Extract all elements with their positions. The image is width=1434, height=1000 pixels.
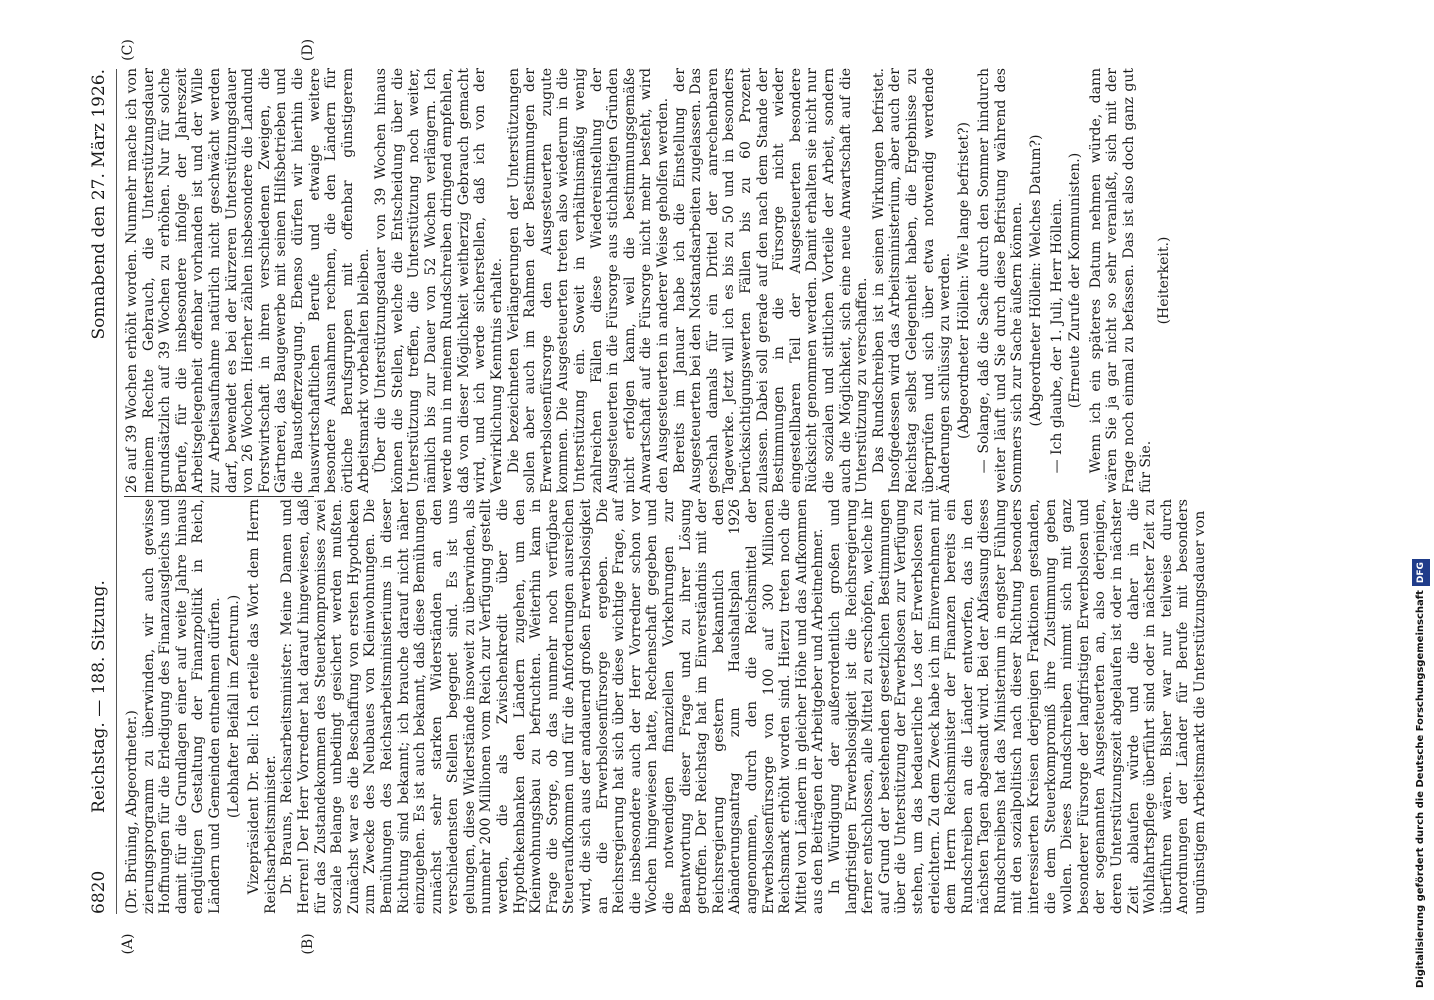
stamp-text: Digitalisierung gefördert durch die Deutsche Forschungsgemeinschaft xyxy=(1415,590,1426,988)
header-rule xyxy=(116,69,117,914)
column-divider xyxy=(124,496,314,497)
paragraph: Die bezeichneten Verlängerungen der Unterstützungen sollen aber auch im Rahmen der Bestimmungen der Erwerbslosenfürsorge den Ausgesteuerten zugute kommen. Die Ausgesteuerten treten also wiederum in die Unterstützung ein. Soweit in verhältnismäßig wenig zahlreichen Fällen diese Wiedereinstellung der Ausgesteuerten in die Fürsorge aus stichhaltigen Gründen nicht erfolgen kann, weil die bestimmungsgemäße Anwartschaft auf die Fürsorge nicht mehr besteht, wird den Ausgesteuerten in anderer Weise geholfen werden. xyxy=(505,68,671,493)
interjection: (Heiterkeit.) xyxy=(1156,236,1173,325)
paragraph: — Ich glaube, der 1. Juli, Herr Höllein. xyxy=(1048,198,1065,474)
interjection: (Erneute Zurufe der Kommunisten.) xyxy=(1067,152,1084,409)
session-title: Reichstag. — 188. Sitzung. xyxy=(89,580,109,813)
paragraph: In Würdigung der außerordentlich großen und langfristigen Erwerbslosigkeit ist die Reichsregierung ferner entschlossen, alle Mittel zu erschöpfen, welche ihr auf Grund der bestehenden gesetzlichen Bestimmungen über die Unterstützung der Erwerbslosen zur Verfügung stehen, um das bedauerliche Los der Erwerbslosen zu erleichtern. Zu dem Zweck habe ich im Einvernehmen mit dem Herrn Reichsminister der Finanzen bereits ein Rundschreiben an die Länder entworfen, das in den nächsten Tagen abgesandt wird. Bei der Abfassung dieses Rundschreibens hat das Ministerium in engster Fühlung mit den sozialpolitisch nach dieser Richtung besonders interessierten Kreisen derjenigen Fraktionen gestanden, die dem Steuerkompromiß ihre Zustimmung geben wollen. Dieses Rundschreiben nimmt sich mit ganz besonderer Fürsorge der langfristigen Erwerbslosen und der sogenannten Ausgesteuerten an, also derjenigen, deren Unterstützungszeit abgelaufen ist oder in nächster Zeit ablaufen würde und die daher in die Wohlfahrtspflege überführt sind oder in nächster Zeit zu überführen wären. Bisher war nur teilweise durch Anordnungen der Länder für Berufe mit besonders ungünstigem Arbeitsmarkt die Unterstützungsdauer von xyxy=(826,499,1208,914)
interjection: (Abgeordneter Höllein: Welches Datum?) xyxy=(1028,134,1045,427)
page-header xyxy=(84,69,114,914)
paragraph: Bereits im Januar habe ich die Einstellung der Ausgesteuerten bei den Notstandsarbeiten zugelassen. Das geschah damals für ein Drittel der anrechenbaren Tagewerke. Jetzt will ich es bis zu 50 und in besonders berücksichtigungswerten Fällen bis zu 60 Prozent zulassen. Dabei soll gerade auf den nach dem Stande der Bestimmungen in die Fürsorge nicht wieder eingestellbaren Teil der Ausgesteuerten besondere Rücksicht genommen werden. Damit erhalten sie nicht nur die sozialen und sittlichen Vorteile der Arbeit, sondern auch die Möglichkeit, sich eine neue Anwartschaft auf die Unterstützung zu verschaffen. xyxy=(671,68,871,493)
paragraph: Über die Unterstützungsdauer von 39 Wochen hinaus können die Stellen, welche die Entscheidung über die Unterstützung treffen, die Unterstützung noch weiter, nämlich bis zur Dauer von 52 Wochen verlängern. Ich werde nun in meinem Rundschreiben dringend empfehlen, daß von dieser Möglichkeit weitherzig Gebrauch gemacht wird, und ich werde sicherstellen, daß ich von der Verwirklichung Kenntnis erhalte. xyxy=(372,68,506,493)
paragraph: zierungsprogramm zu überwinden, wir auch gewisse Hoffnungen für die Erledigung des Finanzausgleichs und damit für die Grundlagen einer auf weite Jahre hinaus endgültigen Gestaltung der Finanzpolitik in Reich, Ländern und Gemeinden entnehmen dürfen. xyxy=(140,499,223,914)
interjection: (Lebhafter Beifall im Zentrum.) xyxy=(225,594,242,819)
page-number: 6820 xyxy=(89,870,109,914)
left-column xyxy=(124,499,1208,914)
digitization-stamp xyxy=(1412,8,1430,988)
margin-mark-c: (C) xyxy=(120,39,136,61)
dfg-logo: DFG xyxy=(1412,559,1430,586)
margin-mark-a: (A) xyxy=(120,933,136,955)
paragraph: Wenn ich ein späteres Datum nehmen würde, dann wären Sie ja gar nicht so sehr veranlaßt, sich mit der Frage noch einmal zu befassen. Das ist also doch ganz gut für Sie. xyxy=(1087,68,1154,493)
margin-mark-b: (B) xyxy=(300,933,316,955)
paragraph: Vizepräsident Dr. Bell: Ich erteile das Wort dem Herrn Reichsarbeitsminister. xyxy=(246,499,279,914)
interjection: (Abgeordneter Höllein: Wie lange befristet?) xyxy=(955,122,972,439)
paragraph: Dr. Brauns, Reichsarbeitsminister: Meine Damen und Herren! Der Herr Vorredner hat darauf hingewiesen, daß für das Zustandekommen des Steuerkompromisses zwei soziale Belange unbedingt gesichert werden mußten. Zunächst war es die Beschaffung von ersten Hypotheken zum Zwecke des Neubaues von Kleinwohnungen. Die Bemühungen des Reichsarbeitsministeriums in dieser Richtung sind bekannt; ich brauche darauf nicht näher einzugehen. Es ist auch bekannt, daß diese Bemühungen zunächst sehr starken Widerständen an den verschiedensten Stellen begegnet sind. Es ist uns gelungen, diese Widerstände insoweit zu überwinden, als nunmehr 200 Millionen vom Reich zur Verfügung gestellt werden, die als Zwischenkredit über die Hypothekenbanken den Ländern zugehen, um den Kleinwohnungsbau zu befruchten. Weiterhin kam in Frage die Sorge, ob das nunmehr noch verfügbare Steueraufkommen und für die Anforderungen ausreichen wird, die sich aus der andauernd großen Erwerbslosigkeit an die Erwerbslosenfürsorge ergeben. Die Reichsregierung hat sich über diese wichtige Frage, auf die insbesondere auch der Herr Vorredner schon vor Wochen hingewiesen hatte, Rechenschaft gegeben und die notwendigen finanziellen Vorkehrungen zur Beantwortung dieser Frage und zu ihrer Lösung getroffen. Der Reichstag hat im Einverständnis mit der Reichsregierung gestern bekanntlich den Abänderungsantrag zum Haushaltsplan 1926 angenommen, durch den die Reichsmittel der Erwerbslosenfürsorge von 100 auf 300 Millionen Reichsmark erhöht worden sind. Hierzu treten noch die Mittel von Ländern in gleicher Höhe und das Aufkommen aus den Beiträgen der Arbeitgeber und Arbeitnehmer. xyxy=(279,499,827,914)
session-date: Sonnabend den 27. März 1926. xyxy=(89,69,109,340)
paragraph: — Solange, daß die Sache durch den Sommer hindurch weiter läuft und Sie durch diese Befristung während des Sommers sich zur Sache äußern können. xyxy=(976,68,1026,493)
paragraph: 26 auf 39 Wochen erhöht worden. Nunmehr mache ich von meinem Rechte Gebrauch, die Unterstützungsdauer grundsätzlich auf 39 Wochen zu erhöhen. Nur für solche Berufe, für die insbesondere infolge der Jahreszeit Arbeitsgelegenheit offenbar vorhanden ist und der Wille zur Arbeitsaufnahme natürlich nicht geschwächt werden darf, bewendet es bei der kürzeren Unterstützungsdauer von 26 Wochen. Hierher zählen insbesondere die Landund Forstwirtschaft in ihren verschiedenen Zweigen, die Gärtnerei, das Baugewerbe mit seinen Hilfsbetrieben und die Baustofferzeugung. Ebenso dürfen wir hierhin die hauswirtschaftlichen Berufe und etwaige weitere besondere Ausnahmen rechnen, die den Ländern für örtliche Berufsgruppen mit offenbar günstigerem Arbeitsmarkt vorbehalten bleiben. xyxy=(124,68,373,493)
paragraph: Das Rundschreiben ist in seinen Wirkungen befristet. Insofgedessen wird das Arbeitsministerium, aber auch der Reichstag selbst Gelegenheit haben, die Ergebnisse zu überprüfen und sich über etwa notwendig werdende Änderungen schlüssig zu werden. xyxy=(870,68,954,493)
right-column xyxy=(124,68,1173,493)
speaker-continuation: (Dr. Brüning, Abgeordneter.) xyxy=(124,710,140,914)
margin-mark-d: (D) xyxy=(300,38,316,62)
